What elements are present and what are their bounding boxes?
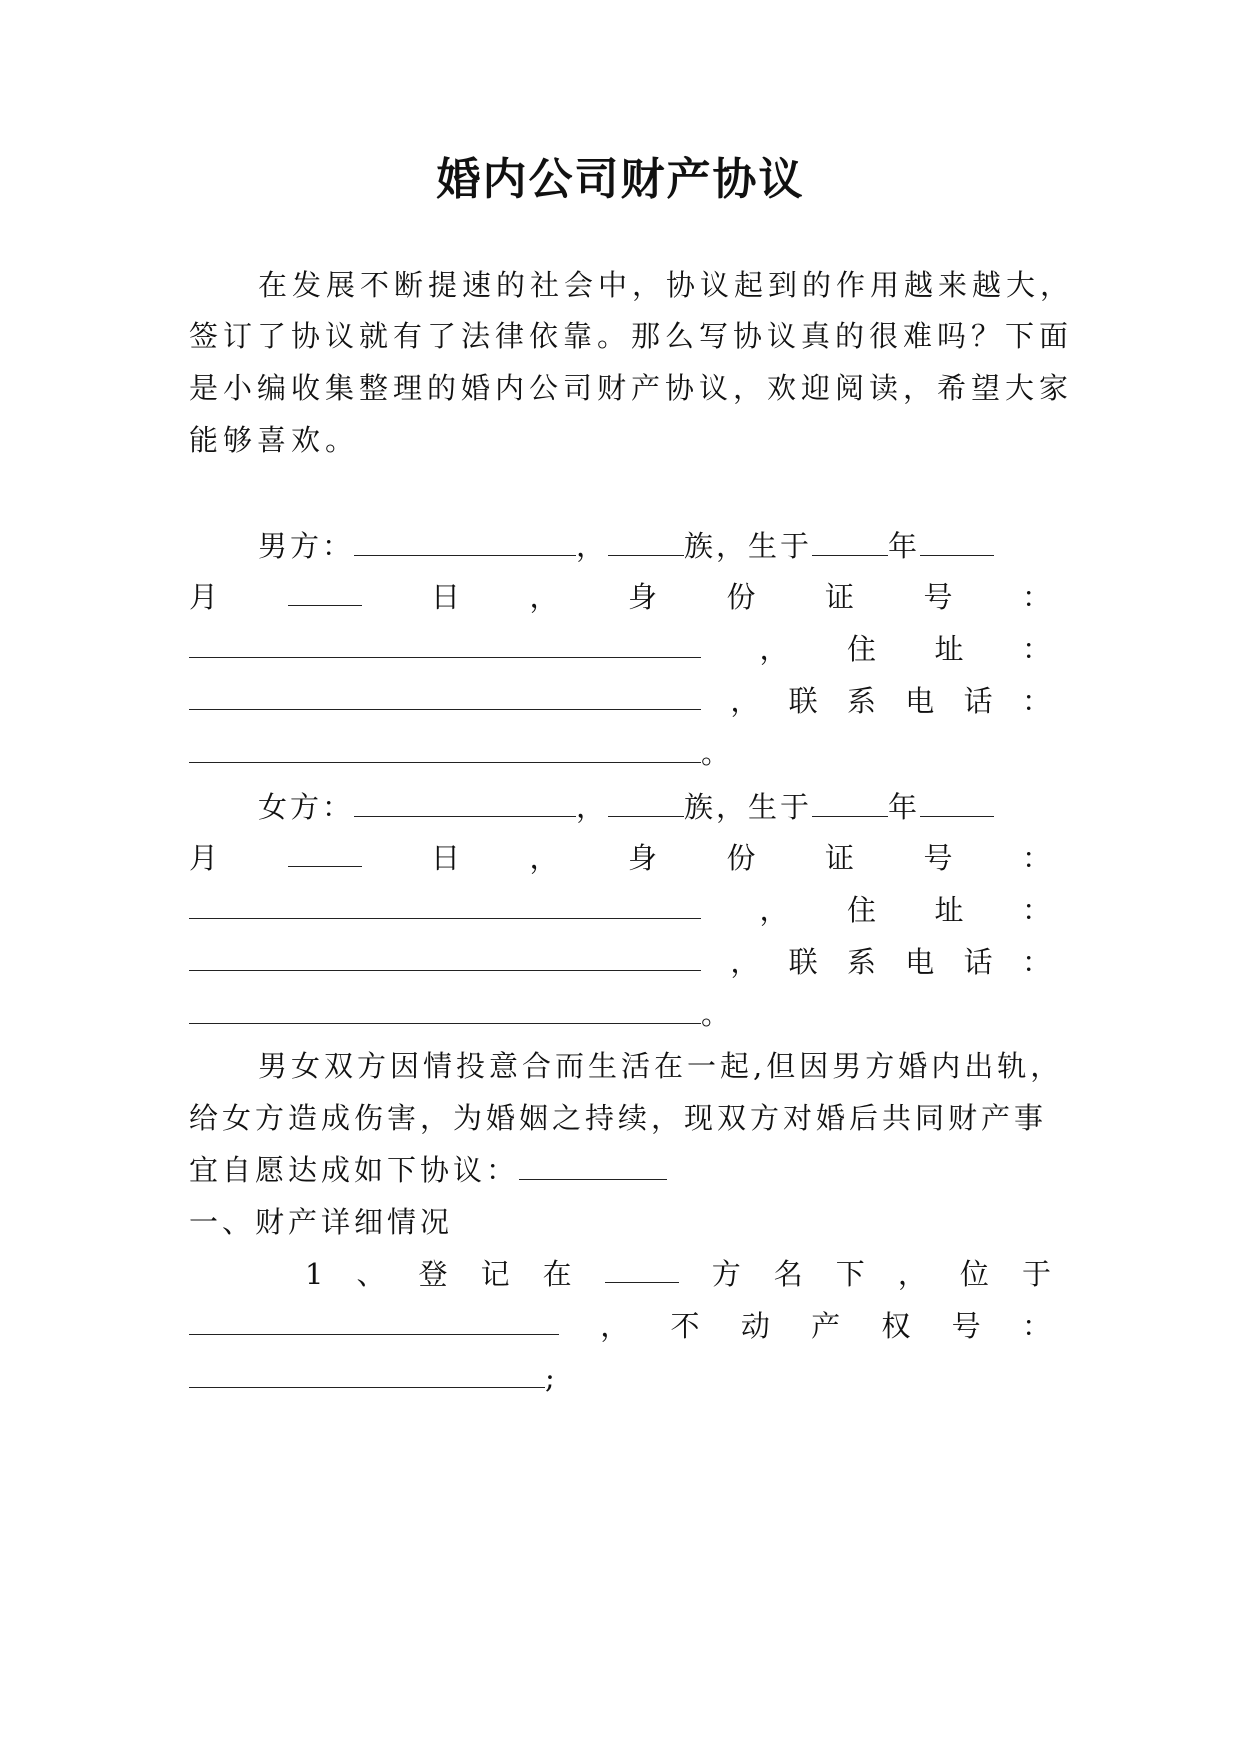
male-year-label: 年 bbox=[888, 529, 921, 563]
male-addr-colon: ： bbox=[1021, 632, 1051, 666]
female-phone-colon: ： bbox=[1021, 945, 1051, 979]
male-addr-blank bbox=[189, 681, 701, 710]
female-id-char: 证 bbox=[824, 841, 854, 875]
item-semicolon: ; bbox=[545, 1361, 560, 1395]
document-title: 婚内公司财产协议 bbox=[436, 154, 805, 205]
male-id-blank bbox=[189, 629, 701, 658]
female-day-blank bbox=[288, 838, 362, 867]
male-addr-char: 址 bbox=[934, 632, 964, 666]
female-phone-char: 系 bbox=[846, 945, 876, 979]
male-name-blank bbox=[354, 527, 576, 556]
male-id-colon: ： bbox=[1021, 580, 1051, 614]
female-id-char: 份 bbox=[726, 841, 756, 875]
female-comma-4: ， bbox=[730, 945, 760, 979]
reason-line-3 bbox=[189, 1150, 1051, 1190]
male-id-char: 份 bbox=[726, 580, 756, 614]
female-addr-char: 址 bbox=[934, 893, 964, 927]
male-comma-4: ， bbox=[730, 684, 760, 718]
female-ethnic-label: 族，生于 bbox=[684, 790, 813, 824]
female-day-label: 日 bbox=[430, 841, 460, 875]
owner-blank bbox=[605, 1254, 679, 1283]
female-month-label: 月 bbox=[189, 841, 219, 875]
item-char: 位 bbox=[959, 1257, 989, 1291]
male-phone-colon: ： bbox=[1021, 684, 1051, 718]
male-period: 。 bbox=[701, 736, 736, 770]
item-char: 不 bbox=[670, 1309, 700, 1343]
item-char: 方 bbox=[711, 1257, 741, 1291]
female-line-4 bbox=[189, 942, 1051, 982]
female-year-label: 年 bbox=[888, 790, 921, 824]
item-char: 动 bbox=[740, 1309, 770, 1343]
male-month-label: 月 bbox=[189, 580, 219, 614]
item1-line-3 bbox=[189, 1358, 1051, 1398]
male-line-3 bbox=[189, 629, 1051, 669]
item-char: 登 bbox=[418, 1257, 448, 1291]
female-line-3 bbox=[189, 890, 1051, 930]
male-line-2 bbox=[189, 577, 1051, 617]
item-char: 产 bbox=[811, 1309, 841, 1343]
male-phone-char: 话 bbox=[963, 684, 993, 718]
male-year-blank bbox=[812, 527, 888, 556]
male-ethnic-blank bbox=[608, 527, 684, 556]
male-ethnic-label: 族，生于 bbox=[684, 529, 813, 563]
female-addr-blank bbox=[189, 942, 701, 971]
male-phone-blank bbox=[189, 734, 701, 763]
male-addr-char: 住 bbox=[846, 632, 876, 666]
male-comma-3: ， bbox=[759, 632, 789, 666]
item1-line-2 bbox=[189, 1306, 1051, 1346]
agreement-blank bbox=[519, 1151, 667, 1180]
female-month-blank bbox=[920, 788, 994, 817]
female-phone-char: 话 bbox=[963, 945, 993, 979]
female-addr-char: 住 bbox=[846, 893, 876, 927]
reason-line-1: 男女双方因情投意合而生活在一起,但因男方婚内出轨， bbox=[258, 1049, 1064, 1083]
item-colon: ： bbox=[1021, 1309, 1051, 1343]
female-year-blank bbox=[812, 788, 888, 817]
female-ethnic-blank bbox=[608, 788, 684, 817]
male-day-label: 日 bbox=[430, 580, 460, 614]
female-comma-2: ， bbox=[529, 841, 559, 875]
item-comma: ， bbox=[897, 1257, 927, 1291]
item-char: 下 bbox=[835, 1257, 865, 1291]
female-phone-blank bbox=[189, 995, 701, 1024]
female-period: 。 bbox=[701, 997, 736, 1031]
female-id-char: 号 bbox=[923, 841, 953, 875]
male-id-char: 号 bbox=[923, 580, 953, 614]
section-heading: 一、财产详细情况 bbox=[189, 1205, 454, 1239]
item-char: 记 bbox=[480, 1257, 510, 1291]
item-number: 1 bbox=[305, 1257, 324, 1291]
female-comma-3: ， bbox=[759, 893, 789, 927]
item1-line-1 bbox=[305, 1254, 1051, 1294]
male-line-4 bbox=[189, 681, 1051, 721]
male-phone-char: 联 bbox=[788, 684, 818, 718]
female-line-1 bbox=[258, 787, 1051, 827]
deed-number-blank bbox=[189, 1359, 545, 1388]
female-id-char: 身 bbox=[627, 841, 657, 875]
reason-line-2: 给女方造成伤害，为婚姻之持续，现双方对婚后共同财产事 bbox=[189, 1101, 1048, 1135]
intro-line-2: 签订了协议就有了法律依靠。那么写协议真的很难吗？下面 bbox=[189, 319, 1074, 353]
male-comma: ， bbox=[576, 529, 609, 563]
item-char: 于 bbox=[1021, 1257, 1051, 1291]
female-comma: ， bbox=[576, 790, 609, 824]
reason-text: 宜自愿达成如下协议： bbox=[189, 1153, 520, 1187]
female-line-2 bbox=[189, 838, 1051, 878]
item-char: 名 bbox=[773, 1257, 803, 1291]
item-comma-2: ， bbox=[600, 1309, 630, 1343]
item-char: 权 bbox=[881, 1309, 911, 1343]
male-day-blank bbox=[288, 577, 362, 606]
female-phone-char: 联 bbox=[788, 945, 818, 979]
item-char: 在 bbox=[542, 1257, 572, 1291]
male-line-1 bbox=[258, 526, 1051, 566]
intro-line-1: 在发展不断提速的社会中，协议起到的作用越来越大， bbox=[258, 268, 1075, 302]
female-phone-char: 电 bbox=[905, 945, 935, 979]
intro-line-4: 能够喜欢。 bbox=[189, 423, 360, 457]
female-addr-colon: ： bbox=[1021, 893, 1051, 927]
item-char: 号 bbox=[951, 1309, 981, 1343]
male-comma-2: ， bbox=[529, 580, 559, 614]
female-id-colon: ： bbox=[1021, 841, 1051, 875]
location-blank bbox=[189, 1306, 559, 1335]
male-label: 男方： bbox=[258, 529, 355, 563]
item-separator: 、 bbox=[356, 1257, 386, 1291]
female-line-5 bbox=[189, 994, 1051, 1034]
male-phone-char: 系 bbox=[846, 684, 876, 718]
male-line-5 bbox=[189, 733, 1051, 773]
female-id-blank bbox=[189, 890, 701, 919]
female-label: 女方： bbox=[258, 790, 355, 824]
male-id-char: 证 bbox=[824, 580, 854, 614]
intro-line-3: 是小编收集整理的婚内公司财产协议，欢迎阅读，希望大家 bbox=[189, 371, 1074, 405]
male-month-blank bbox=[920, 527, 994, 556]
female-name-blank bbox=[354, 788, 576, 817]
male-phone-char: 电 bbox=[905, 684, 935, 718]
male-id-char: 身 bbox=[627, 580, 657, 614]
